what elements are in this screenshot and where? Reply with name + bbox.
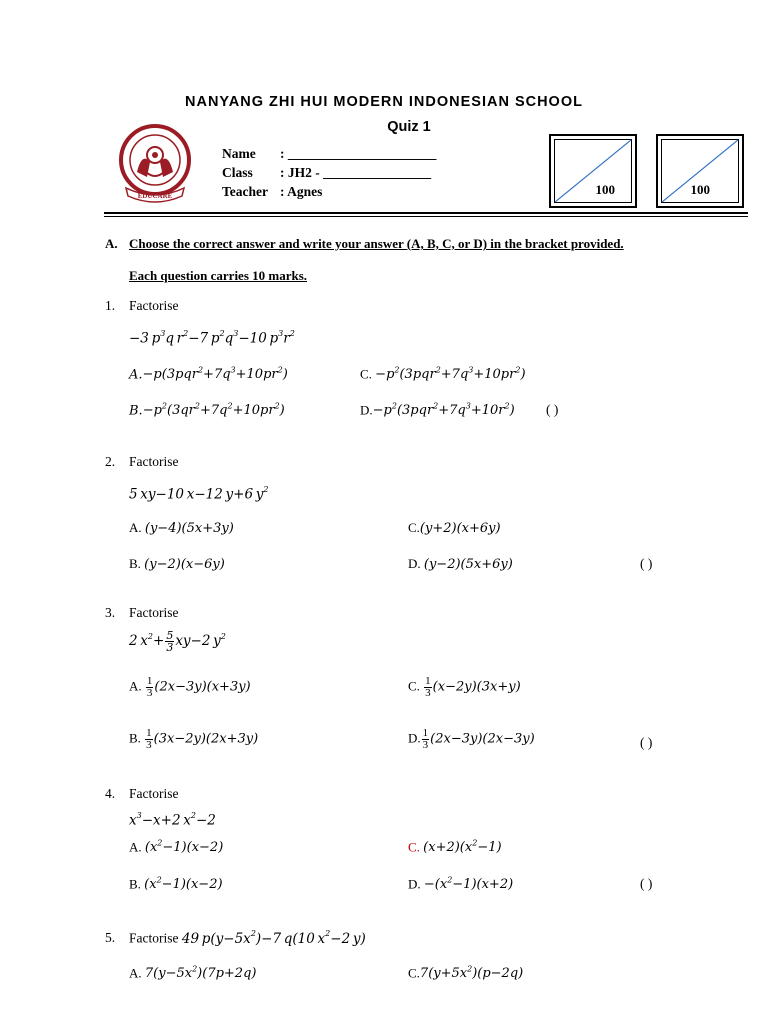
teacher-value: : Agnes: [280, 184, 323, 199]
school-logo-icon: [112, 122, 198, 208]
q2-option-b: B. (y−2)(x−6y): [129, 556, 225, 572]
teacher-label: Teacher: [222, 184, 268, 199]
q4-option-b: B. $(x^2-1)(x-2)$: [129, 876, 223, 893]
name-label: Name: [222, 146, 256, 161]
q4-answer-bracket[interactable]: ( ): [640, 876, 653, 891]
score-box-1: [549, 134, 637, 208]
q4-option-a: A. $(x^2-1)(x-2)$: [129, 839, 224, 856]
q3-option-b: B. $\frac{1}{3}$ (3x−2y)(2x+3y): [129, 727, 259, 751]
q2-option-a: A. (y−4)(5x+3y): [129, 520, 234, 536]
q3-expression: 2 $x^2+$ $\frac{5}{3}$ xy−2 $y^2$: [129, 629, 226, 654]
header-divider: [104, 212, 748, 214]
name-value: : ______________________: [280, 146, 437, 161]
school-name: NANYANG ZHI HUI MODERN INDONESIAN SCHOOL: [185, 94, 583, 110]
q4-expression: $x^3-x+2$ $x^2-2$: [129, 811, 216, 829]
q1-option-b: $B.-p^2(3qr^2+7q^2+10pr^2)$: [129, 402, 285, 419]
name-field: [222, 146, 436, 162]
q1-option-a: $A.-p(3pqr^2+7q^3+10pr^2)$: [129, 366, 288, 383]
question-number: 2.: [105, 454, 116, 469]
q2-option-c: C.(y+2)(x+6y): [408, 520, 501, 536]
teacher-field: [222, 184, 322, 200]
question-number: 1.: [105, 298, 116, 313]
question-text: Factorise 49 $p(y-5x^2)-7$ q(10 $x^2-2$ y): [129, 929, 366, 947]
q1-option-c: C. $-p^2(3pqr^2+7q^3+10pr^2)$: [360, 366, 526, 383]
question-text: Factorise: [129, 454, 179, 469]
question-text: Factorise: [129, 605, 179, 620]
q5-label: Factorise: [129, 930, 179, 946]
question-text: Factorise: [129, 298, 179, 313]
section-marks: Each question carries 10 marks.: [129, 268, 308, 283]
q4-marked-option: C.: [408, 839, 420, 855]
q2-option-d: D. (y−2)(5x+6y): [408, 556, 513, 572]
header-divider-thin: [104, 216, 748, 217]
q3-option-d: D. $\frac{1}{3}$ (2x−3y)(2x−3y): [408, 727, 535, 751]
score-box-2: [656, 134, 744, 208]
q5-option-a: A. $7(y-5x^2)(7p+2q)$: [129, 965, 257, 982]
q1-expression: −3 $p^3q$ $r^2-7$ $p^2q^3-10$ $p^3r^2$: [129, 329, 295, 347]
question-text: Factorise: [129, 786, 179, 801]
score-total-1: 100: [595, 182, 615, 197]
q4-option-c: C. $(x+2)(x^2-1)$: [408, 839, 502, 856]
question-number: 5.: [105, 930, 116, 945]
q3-answer-bracket[interactable]: ( ): [640, 735, 653, 750]
class-field: [222, 165, 431, 181]
q3-option-c: C. $\frac{1}{3}$ (x−2y)(3x+y): [408, 675, 521, 699]
q4-option-d: D. $-(x^2-1)(x+2)$: [408, 876, 514, 893]
q1-option-d: $D.-p^2(3pqr^2+7q^3+10r^2)$: [360, 402, 515, 419]
score-total-2: 100: [690, 182, 710, 197]
class-label: Class: [222, 165, 253, 180]
section-instruction: Choose the correct answer and write your answer (A, B, C, or D) in the bracket provided.: [129, 236, 624, 251]
question-number: 3.: [105, 605, 116, 620]
q5-option-c: $C.7(y+5x^2)(p-2q)$: [408, 965, 524, 982]
question-number: 4.: [105, 786, 116, 801]
q3-option-a: A. $\frac{1}{3}$ (2x−3y)(x+3y): [129, 675, 251, 699]
logo-text: EDUCARE: [137, 192, 173, 200]
q2-expression: 5 xy−10 x−12 y+6 $y^2$: [129, 485, 269, 503]
q2-answer-bracket[interactable]: ( ): [640, 556, 653, 571]
quiz-title: Quiz 1: [387, 119, 431, 135]
section-letter: A.: [105, 236, 118, 251]
q1-answer-bracket[interactable]: ( ): [546, 402, 559, 417]
class-value: : JH2 - ________________: [280, 165, 432, 180]
